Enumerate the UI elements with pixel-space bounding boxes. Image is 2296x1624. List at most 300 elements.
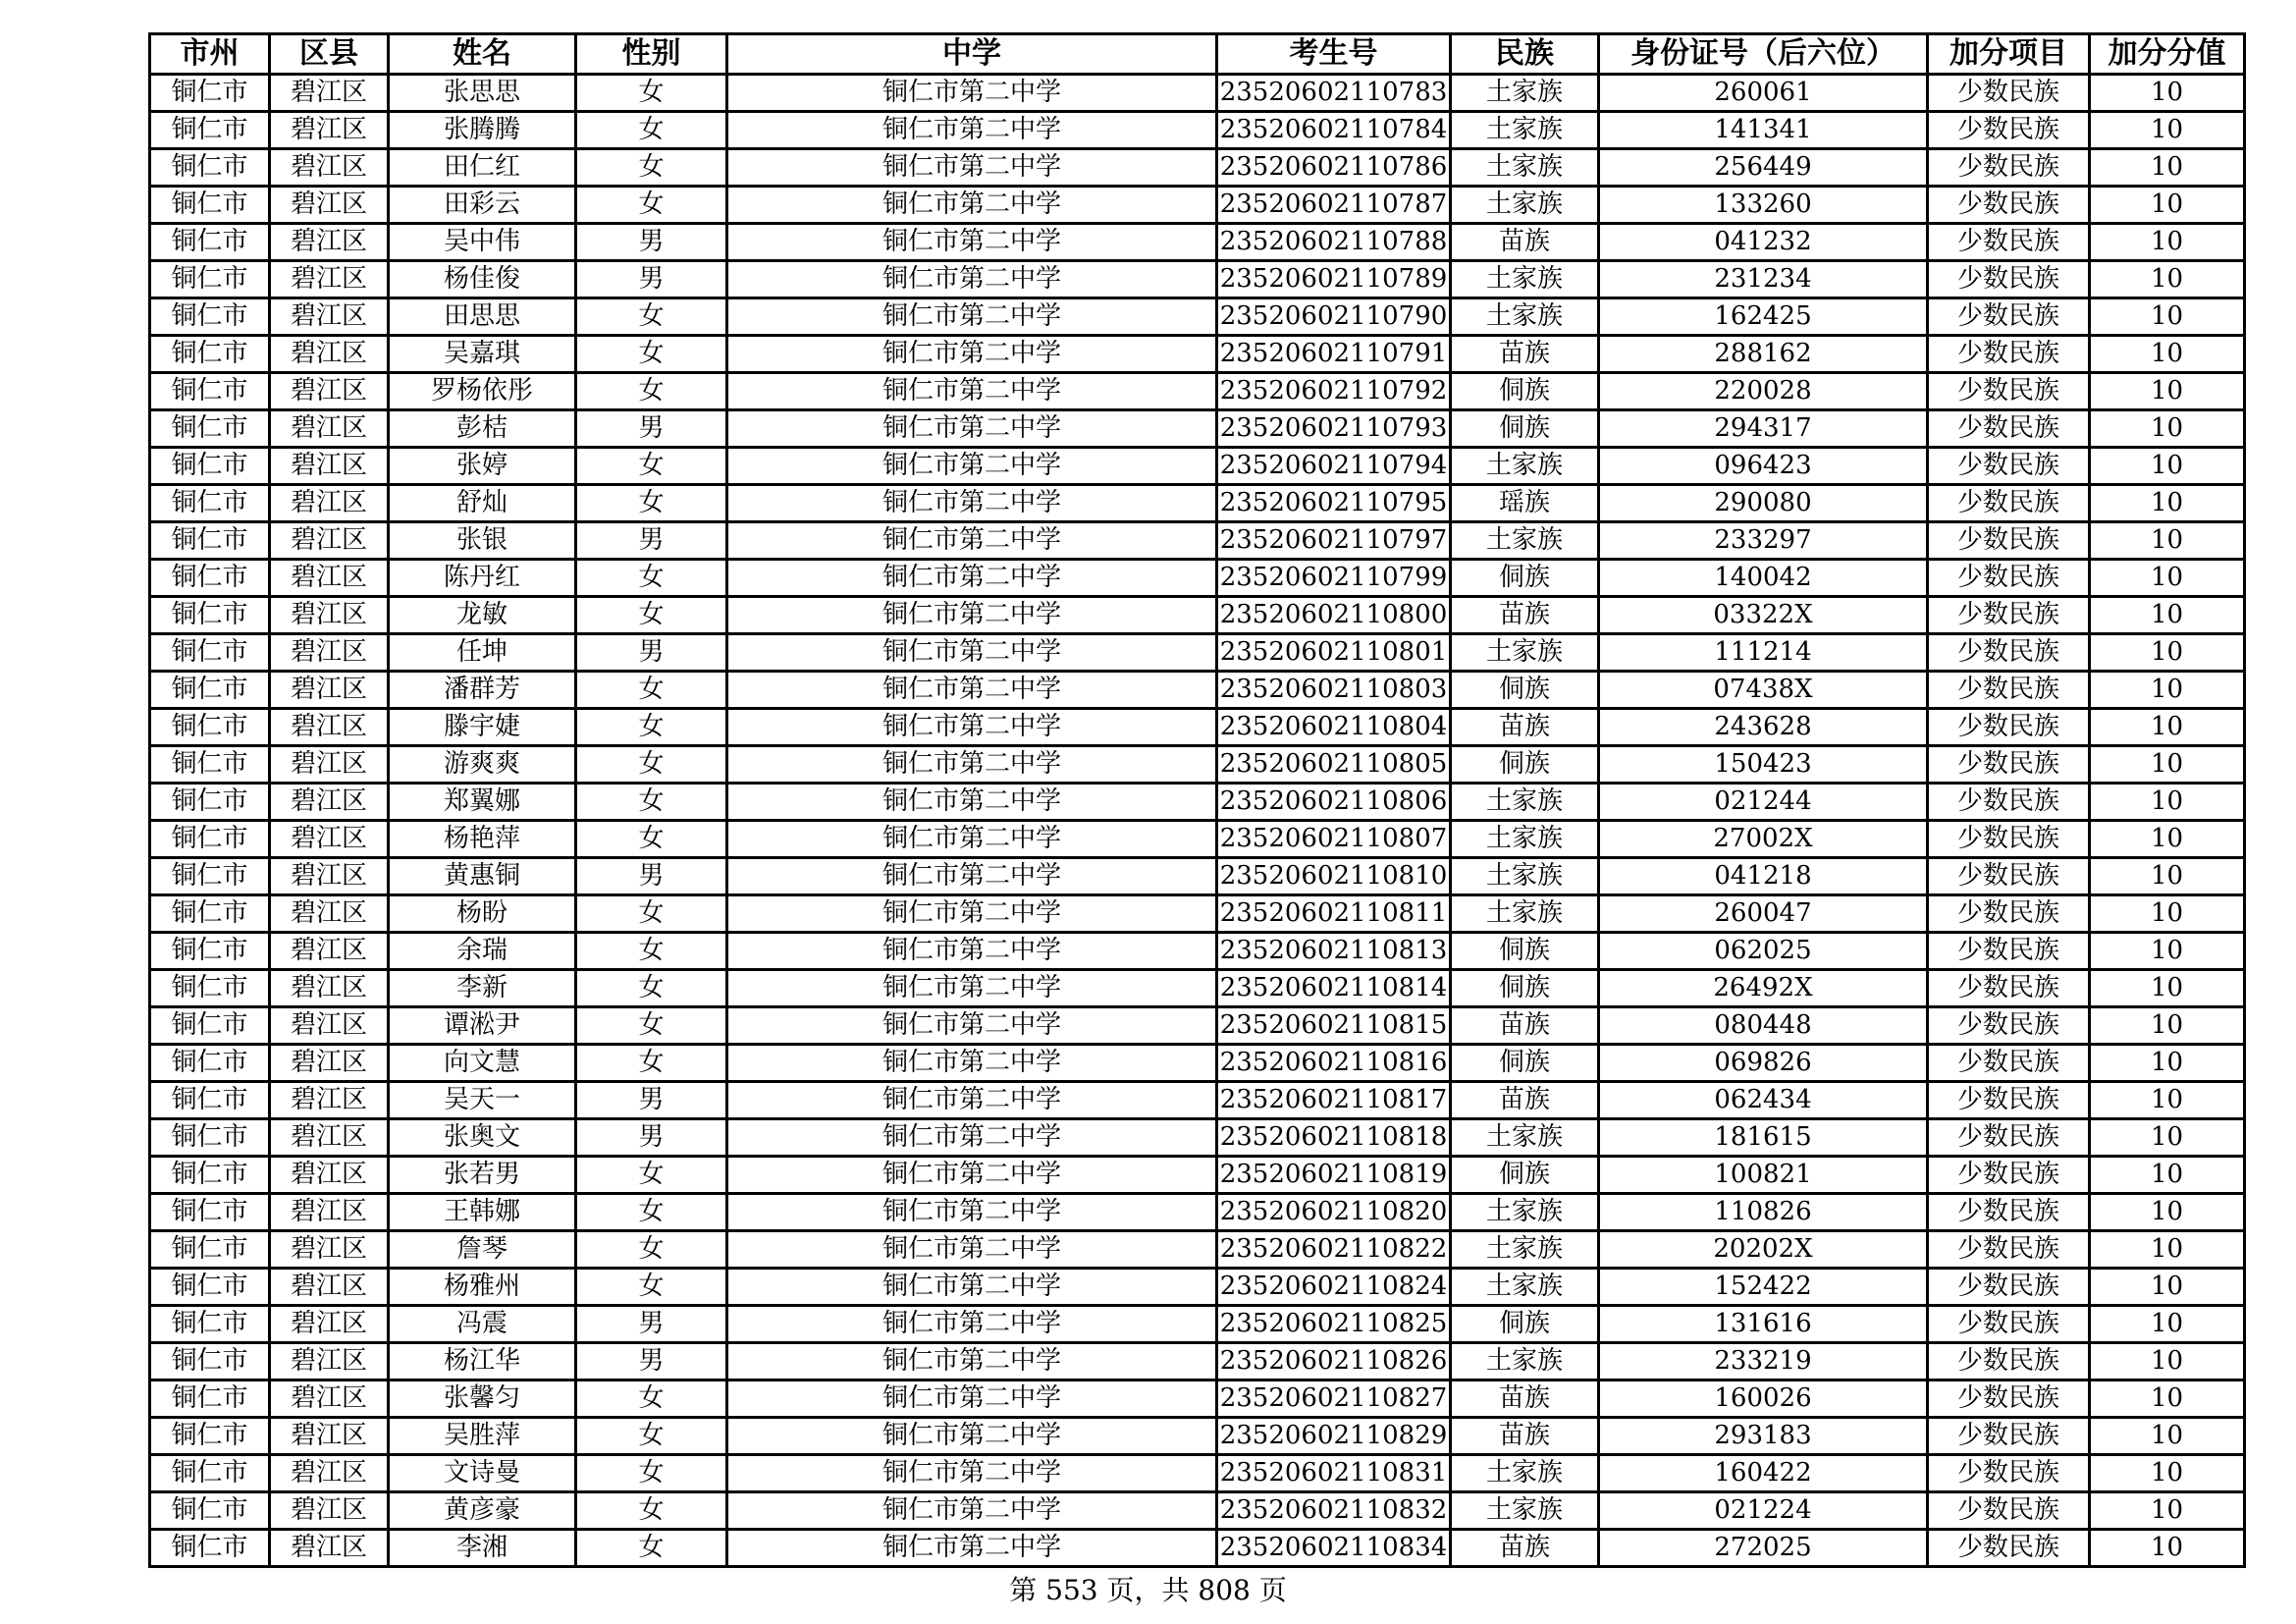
- cell-id-last-six: 293183: [1599, 1418, 1928, 1455]
- cell-school: 铜仁市第二中学: [727, 821, 1217, 858]
- table-row: [150, 597, 2245, 634]
- cell-name: 杨盼: [389, 895, 576, 933]
- cell-exam-number: 23520602110794: [1217, 448, 1451, 485]
- cell-gender: 女: [576, 821, 727, 858]
- cell-exam-number: 23520602110790: [1217, 298, 1451, 336]
- cell-name: 罗杨依彤: [389, 373, 576, 410]
- cell-bonus-item: 少数民族: [1928, 1455, 2090, 1492]
- column-header-bonus-value: 加分分值: [2090, 34, 2245, 75]
- cell-name: 张思思: [389, 75, 576, 112]
- cell-gender: 女: [576, 1269, 727, 1306]
- cell-school: 铜仁市第二中学: [727, 933, 1217, 970]
- cell-ethnicity: 侗族: [1451, 933, 1599, 970]
- cell-gender: 女: [576, 1380, 727, 1418]
- cell-ethnicity: 土家族: [1451, 1231, 1599, 1269]
- cell-city: 铜仁市: [150, 821, 270, 858]
- cell-name: 陈丹红: [389, 560, 576, 597]
- cell-school: 铜仁市第二中学: [727, 336, 1217, 373]
- cell-school: 铜仁市第二中学: [727, 1418, 1217, 1455]
- cell-ethnicity: 苗族: [1451, 336, 1599, 373]
- cell-district: 碧江区: [270, 895, 389, 933]
- cell-school: 铜仁市第二中学: [727, 1306, 1217, 1343]
- cell-district: 碧江区: [270, 672, 389, 709]
- cell-name: 张银: [389, 522, 576, 560]
- cell-bonus-item: 少数民族: [1928, 1082, 2090, 1119]
- cell-id-last-six: 220028: [1599, 373, 1928, 410]
- cell-bonus-value: 10: [2090, 1045, 2245, 1082]
- table-row: [150, 373, 2245, 410]
- column-header-id-last-six: 身份证号（后六位）: [1599, 34, 1928, 75]
- column-header-name: 姓名: [389, 34, 576, 75]
- cell-school: 铜仁市第二中学: [727, 1380, 1217, 1418]
- cell-name: 张腾腾: [389, 112, 576, 149]
- cell-ethnicity: 土家族: [1451, 448, 1599, 485]
- cell-bonus-value: 10: [2090, 261, 2245, 298]
- cell-gender: 男: [576, 522, 727, 560]
- cell-gender: 女: [576, 448, 727, 485]
- cell-id-last-six: 021244: [1599, 784, 1928, 821]
- cell-bonus-item: 少数民族: [1928, 1418, 2090, 1455]
- cell-bonus-item: 少数民族: [1928, 336, 2090, 373]
- cell-ethnicity: 土家族: [1451, 1343, 1599, 1380]
- cell-bonus-item: 少数民族: [1928, 298, 2090, 336]
- cell-school: 铜仁市第二中学: [727, 895, 1217, 933]
- cell-district: 碧江区: [270, 784, 389, 821]
- cell-name: 李湘: [389, 1530, 576, 1567]
- cell-id-last-six: 160026: [1599, 1380, 1928, 1418]
- table-row: [150, 560, 2245, 597]
- cell-school: 铜仁市第二中学: [727, 1157, 1217, 1194]
- table-row: [150, 970, 2245, 1007]
- cell-ethnicity: 侗族: [1451, 970, 1599, 1007]
- cell-name: 游爽爽: [389, 746, 576, 784]
- cell-ethnicity: 侗族: [1451, 410, 1599, 448]
- cell-city: 铜仁市: [150, 1157, 270, 1194]
- cell-bonus-item: 少数民族: [1928, 448, 2090, 485]
- cell-exam-number: 23520602110784: [1217, 112, 1451, 149]
- cell-school: 铜仁市第二中学: [727, 1269, 1217, 1306]
- cell-name: 张婷: [389, 448, 576, 485]
- cell-district: 碧江区: [270, 1418, 389, 1455]
- table-row: [150, 634, 2245, 672]
- cell-school: 铜仁市第二中学: [727, 1343, 1217, 1380]
- cell-city: 铜仁市: [150, 1530, 270, 1567]
- cell-exam-number: 23520602110805: [1217, 746, 1451, 784]
- cell-gender: 男: [576, 858, 727, 895]
- cell-district: 碧江区: [270, 1007, 389, 1045]
- cell-bonus-item: 少数民族: [1928, 672, 2090, 709]
- cell-school: 铜仁市第二中学: [727, 261, 1217, 298]
- table-row: [150, 672, 2245, 709]
- cell-bonus-item: 少数民族: [1928, 187, 2090, 224]
- cell-exam-number: 23520602110818: [1217, 1119, 1451, 1157]
- cell-gender: 男: [576, 410, 727, 448]
- cell-ethnicity: 土家族: [1451, 522, 1599, 560]
- cell-bonus-item: 少数民族: [1928, 410, 2090, 448]
- table-row: [150, 149, 2245, 187]
- cell-gender: 女: [576, 895, 727, 933]
- cell-id-last-six: 140042: [1599, 560, 1928, 597]
- table-row: [150, 1492, 2245, 1530]
- column-header-ethnicity: 民族: [1451, 34, 1599, 75]
- cell-gender: 女: [576, 1418, 727, 1455]
- cell-name: 滕宇婕: [389, 709, 576, 746]
- cell-bonus-value: 10: [2090, 1455, 2245, 1492]
- cell-bonus-item: 少数民族: [1928, 597, 2090, 634]
- cell-ethnicity: 土家族: [1451, 75, 1599, 112]
- cell-school: 铜仁市第二中学: [727, 1045, 1217, 1082]
- column-header-gender: 性别: [576, 34, 727, 75]
- cell-district: 碧江区: [270, 224, 389, 261]
- cell-name: 吴天一: [389, 1082, 576, 1119]
- table-row: [150, 784, 2245, 821]
- cell-district: 碧江区: [270, 970, 389, 1007]
- table-header: [150, 34, 2245, 75]
- cell-name: 张奥文: [389, 1119, 576, 1157]
- cell-id-last-six: 160422: [1599, 1455, 1928, 1492]
- cell-district: 碧江区: [270, 634, 389, 672]
- cell-district: 碧江区: [270, 560, 389, 597]
- cell-district: 碧江区: [270, 1082, 389, 1119]
- cell-bonus-item: 少数民族: [1928, 75, 2090, 112]
- cell-bonus-value: 10: [2090, 933, 2245, 970]
- cell-district: 碧江区: [270, 187, 389, 224]
- cell-exam-number: 23520602110789: [1217, 261, 1451, 298]
- cell-id-last-six: 288162: [1599, 336, 1928, 373]
- cell-city: 铜仁市: [150, 1119, 270, 1157]
- cell-exam-number: 23520602110810: [1217, 858, 1451, 895]
- cell-ethnicity: 苗族: [1451, 224, 1599, 261]
- cell-bonus-item: 少数民族: [1928, 1231, 2090, 1269]
- cell-name: 舒灿: [389, 485, 576, 522]
- cell-exam-number: 23520602110797: [1217, 522, 1451, 560]
- cell-exam-number: 23520602110788: [1217, 224, 1451, 261]
- table-row: [150, 895, 2245, 933]
- cell-ethnicity: 瑶族: [1451, 485, 1599, 522]
- cell-city: 铜仁市: [150, 1380, 270, 1418]
- cell-name: 田思思: [389, 298, 576, 336]
- cell-gender: 女: [576, 1455, 727, 1492]
- cell-ethnicity: 侗族: [1451, 1045, 1599, 1082]
- cell-bonus-item: 少数民族: [1928, 1007, 2090, 1045]
- cell-school: 铜仁市第二中学: [727, 1119, 1217, 1157]
- cell-exam-number: 23520602110831: [1217, 1455, 1451, 1492]
- table-row: [150, 821, 2245, 858]
- cell-gender: 女: [576, 672, 727, 709]
- cell-id-last-six: 100821: [1599, 1157, 1928, 1194]
- table-row: [150, 1343, 2245, 1380]
- cell-district: 碧江区: [270, 1269, 389, 1306]
- cell-district: 碧江区: [270, 858, 389, 895]
- table-row: [150, 112, 2245, 149]
- cell-exam-number: 23520602110806: [1217, 784, 1451, 821]
- cell-bonus-value: 10: [2090, 1119, 2245, 1157]
- cell-name: 吴中伟: [389, 224, 576, 261]
- cell-id-last-six: 041232: [1599, 224, 1928, 261]
- cell-bonus-value: 10: [2090, 224, 2245, 261]
- cell-ethnicity: 土家族: [1451, 1492, 1599, 1530]
- cell-bonus-value: 10: [2090, 1306, 2245, 1343]
- cell-school: 铜仁市第二中学: [727, 1530, 1217, 1567]
- cell-exam-number: 23520602110811: [1217, 895, 1451, 933]
- cell-school: 铜仁市第二中学: [727, 1007, 1217, 1045]
- cell-gender: 女: [576, 970, 727, 1007]
- cell-district: 碧江区: [270, 597, 389, 634]
- cell-district: 碧江区: [270, 1492, 389, 1530]
- cell-id-last-six: 290080: [1599, 485, 1928, 522]
- cell-bonus-value: 10: [2090, 1194, 2245, 1231]
- cell-gender: 女: [576, 373, 727, 410]
- table-row: [150, 1269, 2245, 1306]
- cell-ethnicity: 土家族: [1451, 821, 1599, 858]
- cell-exam-number: 23520602110822: [1217, 1231, 1451, 1269]
- table-row: [150, 1380, 2245, 1418]
- cell-district: 碧江区: [270, 522, 389, 560]
- cell-bonus-item: 少数民族: [1928, 149, 2090, 187]
- cell-gender: 女: [576, 709, 727, 746]
- cell-bonus-item: 少数民族: [1928, 560, 2090, 597]
- cell-district: 碧江区: [270, 336, 389, 373]
- cell-name: 王韩娜: [389, 1194, 576, 1231]
- cell-city: 铜仁市: [150, 1418, 270, 1455]
- cell-district: 碧江区: [270, 410, 389, 448]
- cell-city: 铜仁市: [150, 1194, 270, 1231]
- cell-bonus-value: 10: [2090, 560, 2245, 597]
- cell-gender: 男: [576, 1306, 727, 1343]
- cell-district: 碧江区: [270, 448, 389, 485]
- table-row: [150, 1157, 2245, 1194]
- cell-city: 铜仁市: [150, 1343, 270, 1380]
- cell-school: 铜仁市第二中学: [727, 672, 1217, 709]
- cell-district: 碧江区: [270, 485, 389, 522]
- cell-id-last-six: 080448: [1599, 1007, 1928, 1045]
- cell-bonus-item: 少数民族: [1928, 1492, 2090, 1530]
- cell-ethnicity: 土家族: [1451, 187, 1599, 224]
- page-footer: [0, 1569, 2296, 1608]
- cell-city: 铜仁市: [150, 373, 270, 410]
- cell-district: 碧江区: [270, 1045, 389, 1082]
- cell-ethnicity: 土家族: [1451, 784, 1599, 821]
- cell-bonus-value: 10: [2090, 485, 2245, 522]
- cell-id-last-six: 27002X: [1599, 821, 1928, 858]
- cell-gender: 女: [576, 746, 727, 784]
- cell-city: 铜仁市: [150, 933, 270, 970]
- cell-id-last-six: 03322X: [1599, 597, 1928, 634]
- cell-id-last-six: 233297: [1599, 522, 1928, 560]
- cell-gender: 女: [576, 298, 727, 336]
- cell-gender: 男: [576, 261, 727, 298]
- cell-city: 铜仁市: [150, 1306, 270, 1343]
- cell-name: 龙敏: [389, 597, 576, 634]
- cell-city: 铜仁市: [150, 187, 270, 224]
- cell-district: 碧江区: [270, 1157, 389, 1194]
- cell-district: 碧江区: [270, 75, 389, 112]
- cell-school: 铜仁市第二中学: [727, 1082, 1217, 1119]
- cell-school: 铜仁市第二中学: [727, 485, 1217, 522]
- cell-gender: 女: [576, 597, 727, 634]
- cell-bonus-value: 10: [2090, 597, 2245, 634]
- cell-school: 铜仁市第二中学: [727, 522, 1217, 560]
- cell-gender: 女: [576, 485, 727, 522]
- cell-school: 铜仁市第二中学: [727, 1231, 1217, 1269]
- cell-city: 铜仁市: [150, 1455, 270, 1492]
- cell-gender: 男: [576, 224, 727, 261]
- cell-school: 铜仁市第二中学: [727, 1492, 1217, 1530]
- cell-exam-number: 23520602110824: [1217, 1269, 1451, 1306]
- cell-exam-number: 23520602110799: [1217, 560, 1451, 597]
- cell-exam-number: 23520602110801: [1217, 634, 1451, 672]
- cell-bonus-item: 少数民族: [1928, 784, 2090, 821]
- column-header-district: 区县: [270, 34, 389, 75]
- cell-ethnicity: 苗族: [1451, 1082, 1599, 1119]
- cell-city: 铜仁市: [150, 784, 270, 821]
- cell-bonus-item: 少数民族: [1928, 224, 2090, 261]
- cell-ethnicity: 苗族: [1451, 1530, 1599, 1567]
- cell-id-last-six: 243628: [1599, 709, 1928, 746]
- cell-gender: 女: [576, 149, 727, 187]
- cell-bonus-item: 少数民族: [1928, 1045, 2090, 1082]
- cell-bonus-value: 10: [2090, 970, 2245, 1007]
- cell-bonus-item: 少数民族: [1928, 1157, 2090, 1194]
- cell-id-last-six: 150423: [1599, 746, 1928, 784]
- table-row: [150, 709, 2245, 746]
- cell-bonus-value: 10: [2090, 709, 2245, 746]
- column-header-bonus-item: 加分项目: [1928, 34, 2090, 75]
- cell-name: 向文慧: [389, 1045, 576, 1082]
- cell-exam-number: 23520602110832: [1217, 1492, 1451, 1530]
- cell-city: 铜仁市: [150, 261, 270, 298]
- cell-bonus-value: 10: [2090, 1007, 2245, 1045]
- table-row: [150, 933, 2245, 970]
- cell-bonus-item: 少数民族: [1928, 485, 2090, 522]
- cell-bonus-value: 10: [2090, 821, 2245, 858]
- table-body: [150, 75, 2245, 1567]
- cell-school: 铜仁市第二中学: [727, 858, 1217, 895]
- table-row: [150, 1194, 2245, 1231]
- cell-ethnicity: 土家族: [1451, 149, 1599, 187]
- cell-name: 余瑞: [389, 933, 576, 970]
- cell-exam-number: 23520602110787: [1217, 187, 1451, 224]
- cell-id-last-six: 272025: [1599, 1530, 1928, 1567]
- cell-gender: 女: [576, 560, 727, 597]
- cell-name: 杨艳萍: [389, 821, 576, 858]
- cell-bonus-item: 少数民族: [1928, 709, 2090, 746]
- cell-name: 冯震: [389, 1306, 576, 1343]
- cell-id-last-six: 069826: [1599, 1045, 1928, 1082]
- cell-city: 铜仁市: [150, 1045, 270, 1082]
- cell-bonus-value: 10: [2090, 672, 2245, 709]
- cell-city: 铜仁市: [150, 1231, 270, 1269]
- table-row: [150, 410, 2245, 448]
- cell-gender: 女: [576, 1007, 727, 1045]
- cell-gender: 女: [576, 1231, 727, 1269]
- cell-bonus-item: 少数民族: [1928, 970, 2090, 1007]
- cell-city: 铜仁市: [150, 634, 270, 672]
- cell-id-last-six: 181615: [1599, 1119, 1928, 1157]
- cell-school: 铜仁市第二中学: [727, 597, 1217, 634]
- cell-bonus-value: 10: [2090, 1380, 2245, 1418]
- cell-gender: 女: [576, 1492, 727, 1530]
- cell-name: 张馨匀: [389, 1380, 576, 1418]
- cell-id-last-six: 20202X: [1599, 1231, 1928, 1269]
- cell-district: 碧江区: [270, 1194, 389, 1231]
- table-row: [150, 522, 2245, 560]
- cell-gender: 女: [576, 187, 727, 224]
- cell-district: 碧江区: [270, 373, 389, 410]
- cell-name: 田仁红: [389, 149, 576, 187]
- table-row: [150, 1418, 2245, 1455]
- cell-district: 碧江区: [270, 746, 389, 784]
- cell-district: 碧江区: [270, 821, 389, 858]
- cell-bonus-item: 少数民族: [1928, 1380, 2090, 1418]
- cell-name: 文诗曼: [389, 1455, 576, 1492]
- cell-bonus-value: 10: [2090, 448, 2245, 485]
- cell-name: 彭桔: [389, 410, 576, 448]
- cell-bonus-value: 10: [2090, 1343, 2245, 1380]
- cell-school: 铜仁市第二中学: [727, 784, 1217, 821]
- cell-exam-number: 23520602110815: [1217, 1007, 1451, 1045]
- cell-id-last-six: 110826: [1599, 1194, 1928, 1231]
- cell-school: 铜仁市第二中学: [727, 746, 1217, 784]
- cell-city: 铜仁市: [150, 448, 270, 485]
- cell-gender: 女: [576, 336, 727, 373]
- cell-ethnicity: 苗族: [1451, 709, 1599, 746]
- cell-id-last-six: 152422: [1599, 1269, 1928, 1306]
- cell-bonus-value: 10: [2090, 1492, 2245, 1530]
- cell-bonus-value: 10: [2090, 634, 2245, 672]
- table-row: [150, 1530, 2245, 1567]
- cell-district: 碧江区: [270, 933, 389, 970]
- cell-bonus-item: 少数民族: [1928, 1269, 2090, 1306]
- cell-exam-number: 23520602110791: [1217, 336, 1451, 373]
- cell-ethnicity: 土家族: [1451, 1194, 1599, 1231]
- cell-district: 碧江区: [270, 1455, 389, 1492]
- cell-exam-number: 23520602110816: [1217, 1045, 1451, 1082]
- cell-exam-number: 23520602110819: [1217, 1157, 1451, 1194]
- cell-name: 谭淞尹: [389, 1007, 576, 1045]
- cell-name: 郑翼娜: [389, 784, 576, 821]
- cell-gender: 女: [576, 1157, 727, 1194]
- cell-city: 铜仁市: [150, 336, 270, 373]
- cell-id-last-six: 260061: [1599, 75, 1928, 112]
- cell-gender: 女: [576, 1045, 727, 1082]
- cell-bonus-item: 少数民族: [1928, 1306, 2090, 1343]
- cell-bonus-value: 10: [2090, 112, 2245, 149]
- cell-name: 吴嘉琪: [389, 336, 576, 373]
- cell-exam-number: 23520602110826: [1217, 1343, 1451, 1380]
- table-row: [150, 1045, 2245, 1082]
- table-row: [150, 336, 2245, 373]
- cell-bonus-value: 10: [2090, 858, 2245, 895]
- cell-bonus-value: 10: [2090, 149, 2245, 187]
- table-row: [150, 485, 2245, 522]
- bonus-points-table: [148, 32, 2246, 1568]
- cell-exam-number: 23520602110793: [1217, 410, 1451, 448]
- table-row: [150, 1082, 2245, 1119]
- cell-district: 碧江区: [270, 1343, 389, 1380]
- table-row: [150, 1455, 2245, 1492]
- cell-city: 铜仁市: [150, 895, 270, 933]
- cell-ethnicity: 土家族: [1451, 112, 1599, 149]
- cell-ethnicity: 土家族: [1451, 858, 1599, 895]
- cell-ethnicity: 土家族: [1451, 1269, 1599, 1306]
- cell-exam-number: 23520602110817: [1217, 1082, 1451, 1119]
- cell-gender: 女: [576, 933, 727, 970]
- cell-name: 李新: [389, 970, 576, 1007]
- cell-bonus-item: 少数民族: [1928, 634, 2090, 672]
- cell-bonus-value: 10: [2090, 75, 2245, 112]
- cell-school: 铜仁市第二中学: [727, 1194, 1217, 1231]
